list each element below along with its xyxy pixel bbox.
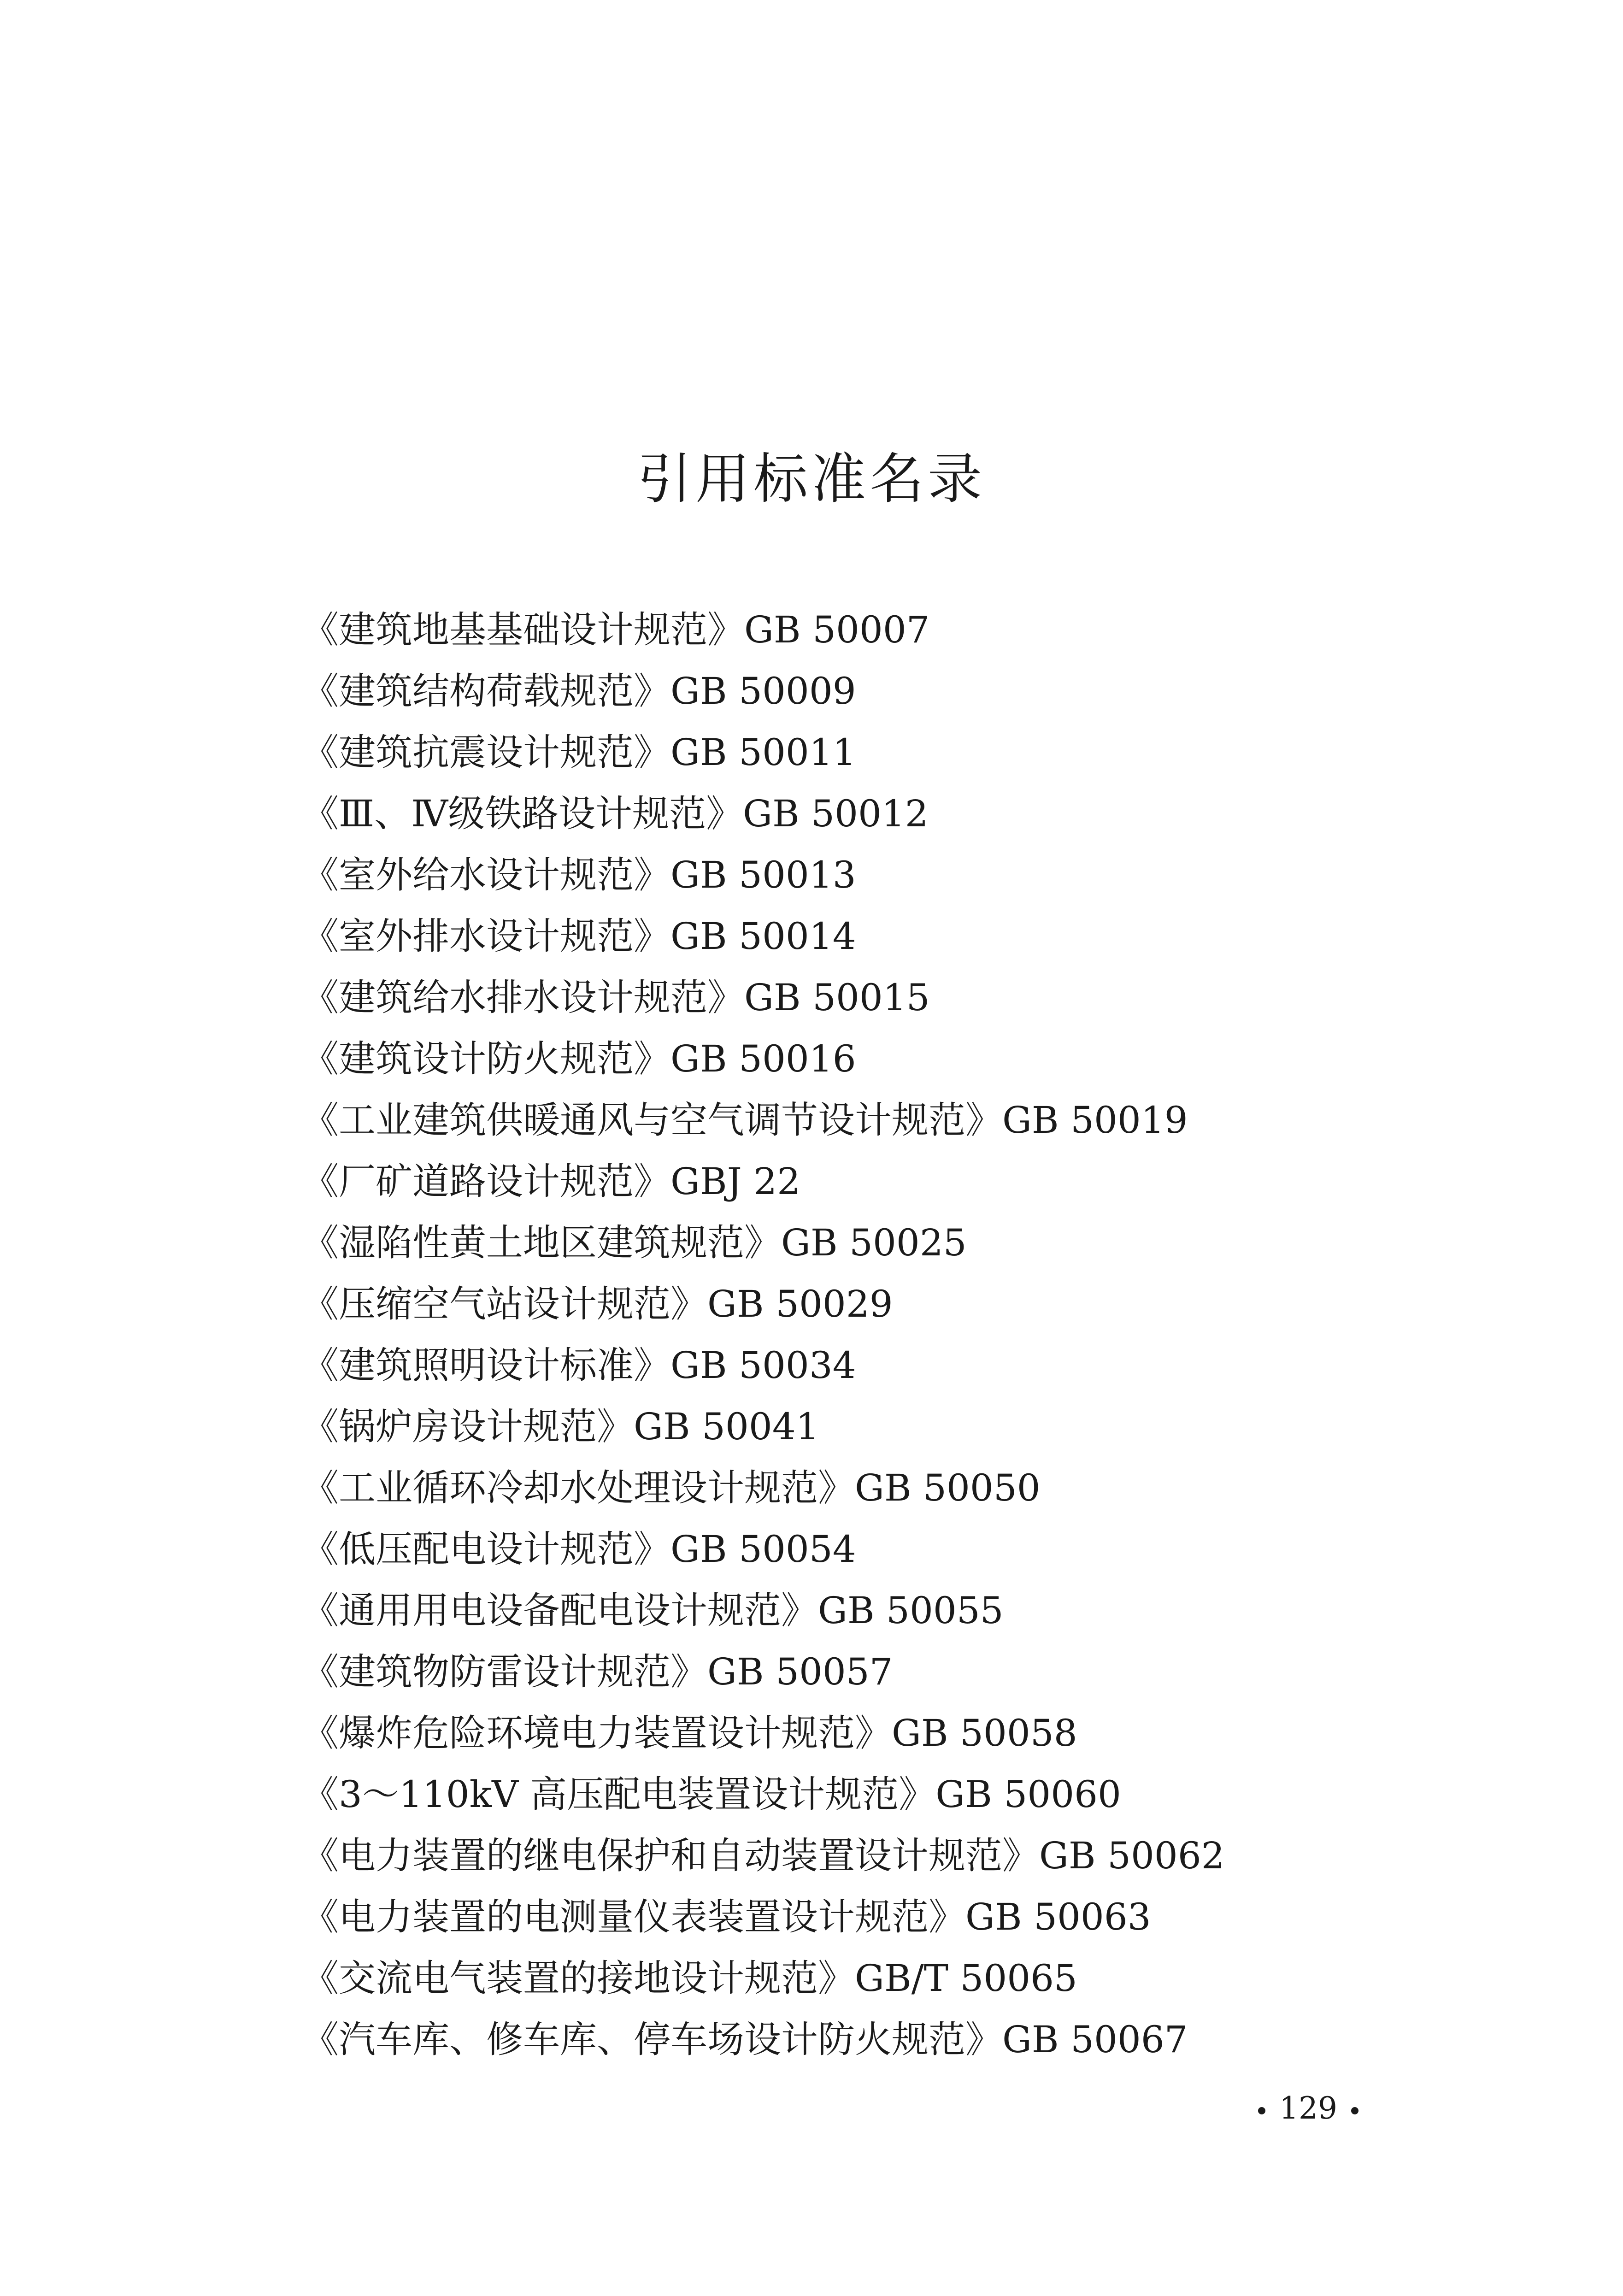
- reference-item: 《锅炉房设计规范》GB 50041: [302, 1405, 819, 1448]
- reference-item: 《建筑抗震设计规范》GB 50011: [302, 731, 856, 774]
- reference-item: 《建筑照明设计标准》GB 50034: [302, 1344, 856, 1387]
- reference-item: 《电力装置的电测量仪表装置设计规范》GB 50063: [302, 1896, 1151, 1938]
- reference-item: 《建筑地基基础设计规范》GB 50007: [302, 608, 930, 651]
- bullet-dot-icon: [1351, 2107, 1358, 2114]
- reference-item: 《Ⅲ、Ⅳ级铁路设计规范》GB 50012: [302, 792, 929, 835]
- reference-item: 《爆炸危险环境电力装置设计规范》GB 50058: [302, 1712, 1077, 1754]
- page-number-text: 129: [1279, 2090, 1337, 2126]
- reference-item: 《湿陷性黄土地区建筑规范》GB 50025: [302, 1221, 967, 1264]
- reference-item: 《建筑结构荷载规范》GB 50009: [302, 670, 856, 712]
- page-number: [1244, 2088, 1372, 2129]
- reference-item: 《室外排水设计规范》GB 50014: [302, 915, 856, 958]
- reference-item: 《3～110kV 高压配电装置设计规范》GB 50060: [302, 1773, 1121, 1816]
- reference-item: 《电力装置的继电保护和自动装置设计规范》GB 50062: [302, 1834, 1225, 1877]
- reference-list: [302, 599, 1225, 2070]
- reference-item: 《室外给水设计规范》GB 50013: [302, 854, 856, 896]
- reference-item: 《交流电气装置的接地设计规范》GB/T 50065: [302, 1957, 1077, 2000]
- reference-item: 《工业建筑供暖通风与空气调节设计规范》GB 50019: [302, 1099, 1188, 1142]
- page-title: 引用标准名录: [637, 447, 986, 511]
- reference-item: 《汽车库、修车库、停车场设计防火规范》GB 50067: [302, 2018, 1188, 2061]
- reference-item: 《压缩空气站设计规范》GB 50029: [302, 1283, 893, 1325]
- reference-item: 《低压配电设计规范》GB 50054: [302, 1528, 856, 1571]
- reference-item: 《工业循环冷却水处理设计规范》GB 50050: [302, 1466, 1041, 1509]
- reference-item: 《通用用电设备配电设计规范》GB 50055: [302, 1589, 1004, 1632]
- reference-item: 《建筑给水排水设计规范》GB 50015: [302, 976, 930, 1019]
- reference-item: 《建筑物防雷设计规范》GB 50057: [302, 1650, 893, 1693]
- reference-item: 《建筑设计防火规范》GB 50016: [302, 1037, 856, 1080]
- bullet-dot-icon: [1258, 2107, 1265, 2114]
- reference-item: 《厂矿道路设计规范》GBJ 22: [302, 1160, 800, 1203]
